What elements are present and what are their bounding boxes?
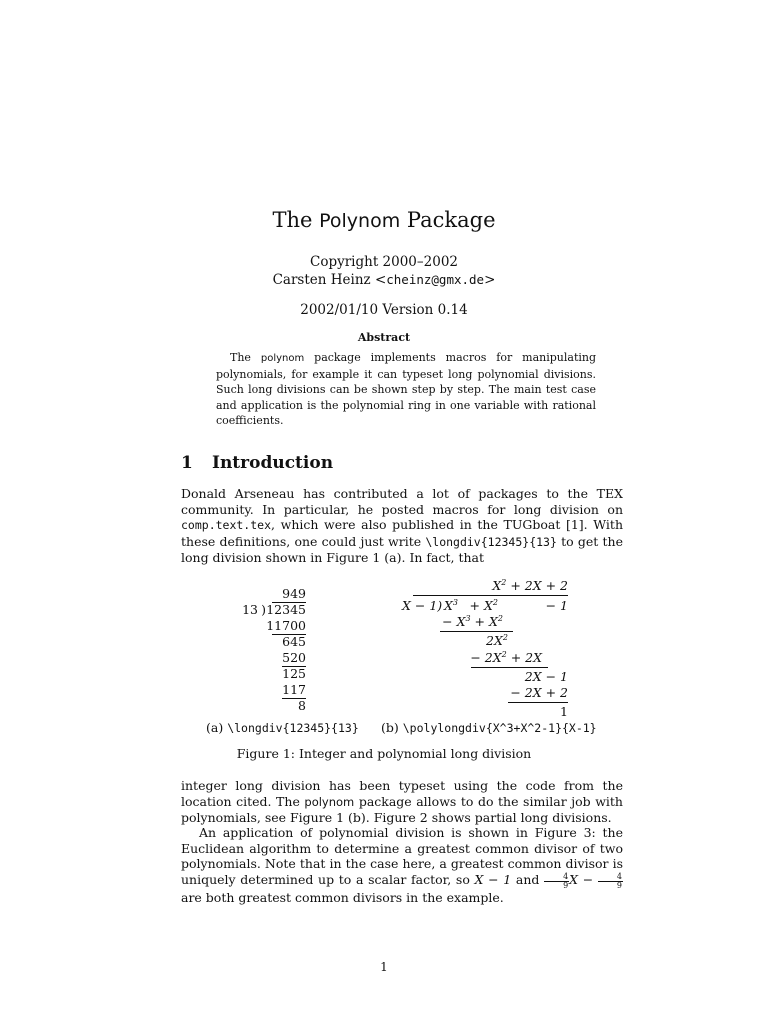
division-bracket: )	[261, 602, 266, 617]
intro-paragraph-3: An application of polynomial division is shown in Figure 3: the Euclidean algorithm to determine a greatest common divisor of two polynomials. Note that in the case here, a greatest common divisor is uniquely determined up to a scalar factor, so X − 1 and $\frac{4}{9}$ X − $\frac{4}{9}$ are both greatest common divisors in the example.	[181, 825, 623, 905]
int-dividend: 12345	[266, 602, 306, 617]
poly-quotient: $X^2 + 2X + 2$	[492, 578, 568, 593]
integer-long-division	[200, 586, 306, 714]
int-remainder: 8	[298, 698, 306, 713]
int-divisor: 13	[242, 602, 258, 617]
author-name: Carsten Heinz	[272, 272, 371, 288]
author-email[interactable]: cheinz@gmx.de	[386, 272, 485, 287]
date-version: 2002/01/10 Version 0.14	[300, 302, 468, 318]
email-close-bracket: >	[484, 272, 496, 288]
fraction-4-9: $\frac{4}{9}$	[598, 873, 623, 890]
section-number: 1	[181, 453, 193, 473]
intro-paragraph-1: Donald Arseneau has contributed a lot of packages to the TEX community. In particular, he posted macros for long division on comp.text.tex, which were also published in the TUGboat [1]. With these definitions, one could just write \longdiv{12345}{13} to get the long division shown in Figure 1 (a). In fact, that	[181, 486, 623, 566]
author-line	[0, 272, 768, 288]
package-name: polynom	[304, 794, 355, 809]
subcaption-b-code: \polylongdiv{X^3+X^2-1}{X-1}	[402, 721, 597, 735]
int-step: 520	[282, 650, 306, 665]
poly-dividend-term: − 1	[545, 598, 568, 613]
document-title	[0, 208, 768, 232]
int-step: 117	[282, 682, 306, 697]
subcaption-a-code: \longdiv{12345}{13}	[227, 721, 359, 735]
copyright-line: Copyright 2000–2002	[309, 254, 458, 270]
poly-step: − 2X + 2	[510, 685, 568, 700]
abstract-package-name: polynom	[260, 353, 305, 364]
poly-step: − $X^3 + X^2$	[442, 614, 503, 629]
int-quotient: 949	[282, 586, 306, 601]
section-heading	[181, 453, 333, 473]
math-expression: X −	[569, 871, 594, 887]
title-prefix: The	[272, 208, 313, 232]
title-suffix: Package	[406, 208, 496, 232]
intro-paragraph-2: integer long division has been typeset using the code from the location cited. The polynom package allows to do the similar job with polynomials, see Figure 1 (b). Figure 2 shows partial long divisions.	[181, 778, 623, 826]
poly-step: $2X^2$	[486, 633, 508, 648]
abstract-body: The polynom package implements macros for manipulating polynomials, for example it can typeset long polynomial divisions. Such long divisions can be shown step by step. The main test case and application is the polynomial ring in one variable with rational coefficients.	[216, 351, 597, 427]
figure-caption: Figure 1: Integer and polynomial long division	[236, 746, 532, 761]
poly-divisor: X − 1)	[402, 598, 443, 613]
fraction-4-9: $\frac{4}{9}$	[544, 873, 569, 890]
poly-step: − $2X^2 + 2X$	[470, 650, 542, 665]
email-open-bracket: <	[374, 272, 387, 288]
page-number: 1	[380, 960, 388, 974]
poly-dividend-term: + $X^2$	[469, 598, 498, 613]
int-step: 11700	[266, 618, 306, 633]
poly-remainder: 1	[560, 704, 568, 719]
math-x-minus-1: X − 1	[474, 871, 512, 887]
int-step: 125	[282, 666, 306, 681]
title-package-name: Polynom	[319, 210, 401, 232]
poly-dividend-term: $X^3$	[444, 598, 458, 613]
polynomial-long-division	[396, 578, 568, 720]
subcaption-b: (b) \polylongdiv{X^3+X^2-1}{X-1}	[381, 720, 597, 735]
tex-logo: TEX	[596, 486, 623, 501]
abstract-heading: Abstract	[357, 331, 411, 344]
poly-step: 2X − 1	[524, 669, 568, 684]
subcaption-a: (a) \longdiv{12345}{13}	[206, 720, 359, 735]
section-title: Introduction	[212, 453, 334, 473]
longdiv-code: \longdiv{12345}{13}	[425, 534, 557, 549]
newsgroup-code: comp.text.tex	[181, 518, 272, 533]
int-step: 645	[282, 634, 306, 649]
